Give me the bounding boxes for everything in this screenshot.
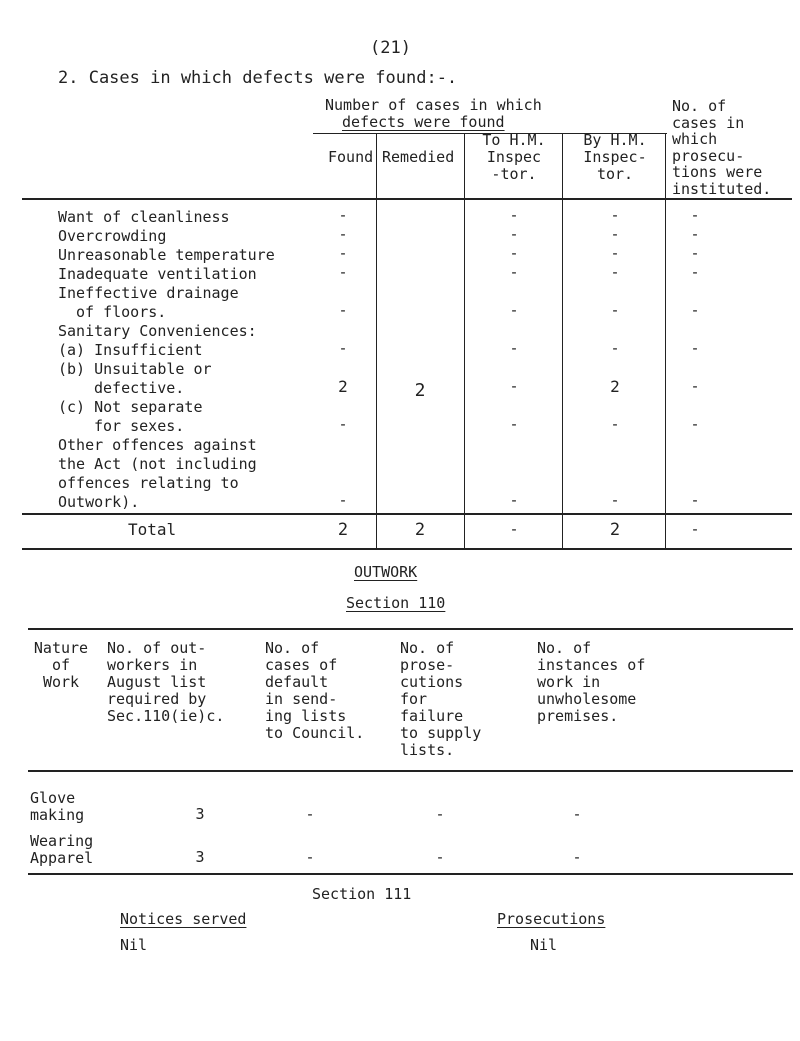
row-label-cleanliness: Want of cleanliness <box>58 208 230 226</box>
total-found: 2 <box>337 520 349 540</box>
cell-found: - <box>338 415 348 433</box>
notices-served-value: Nil <box>120 936 148 954</box>
col-by-hm-header: By H.M. Inspec- tor. <box>583 131 647 183</box>
cell-found: - <box>338 206 348 224</box>
cell-to-hm: - <box>509 263 519 281</box>
cell-found: - <box>338 301 348 319</box>
total-by-hm: 2 <box>609 520 621 540</box>
row-label-sanitary: Sanitary Conveniences: <box>58 322 257 340</box>
group-header-line1: Number of cases in which <box>325 96 542 114</box>
row-label-temperature: Unreasonable temperature <box>58 246 275 264</box>
cell-by-hm: - <box>610 206 620 224</box>
col-to-hm-header: To H.M. Inspec -tor. <box>482 131 546 183</box>
row-label-drainage: Ineffective drainage <box>58 284 239 302</box>
row-label-not-separate: (c) Not separate <box>58 398 203 416</box>
outwork-header-unwholesome: No. of instances of work in unwholesome premises. <box>537 639 646 725</box>
cell-prosecutions: - <box>690 263 700 281</box>
cell-by-hm: - <box>610 244 620 262</box>
cell-found: - <box>338 244 348 262</box>
row-label-insufficient: (a) Insufficient <box>58 341 203 359</box>
cell-to-hm: - <box>509 244 519 262</box>
row-label-ventilation: Inadequate ventilation <box>58 265 257 283</box>
cell-prosecutions: - <box>690 339 700 357</box>
row-label-overcrowding: Overcrowding <box>58 227 167 245</box>
cell-found: - <box>338 263 348 281</box>
cell-to-hm: - <box>509 491 519 509</box>
cell-by-hm: - <box>610 225 620 243</box>
col-remedied-header: Remedied <box>382 148 455 166</box>
cell-by-hm: - <box>610 301 620 319</box>
section-111-title: Section 111 <box>312 885 412 903</box>
cell-found: - <box>338 491 348 509</box>
row-labels: Want of cleanliness Overcrowding Unreasonable temperature Inadequate ventilation Ineffective drainage of floors. Sanitary Conveniences: (a) Insufficient (b) Unsuitable or defective. (c) Not separate for sexes. Other offences against the Act (not including offences relating to Outwork). <box>58 208 275 511</box>
cell-by-hm: - <box>610 491 620 509</box>
cell-prosecutions: - <box>690 491 700 509</box>
cell-prosecutions: - <box>690 301 700 319</box>
cell-found: 2 <box>338 377 348 396</box>
group-header-line2: defects were found <box>342 113 505 131</box>
cell-to-hm: - <box>509 339 519 357</box>
cell-by-hm: - <box>610 339 620 357</box>
page-number: (21) <box>370 38 411 58</box>
prosecutions-header: No. of cases in which prosecu- tions were instituted. <box>672 97 772 198</box>
total-to-hm: - <box>509 520 519 538</box>
cell-prosecutions: - <box>690 244 700 262</box>
outwork-header-outworkers: No. of out- workers in August list required by Sec.110(ie)c. <box>107 639 225 725</box>
cell-prosecutions: - <box>690 206 700 224</box>
cell-prosecutions: - <box>690 225 700 243</box>
cell-to-hm: - <box>509 301 519 319</box>
cell-by-hm: - <box>610 263 620 281</box>
cell-to-hm: - <box>509 415 519 433</box>
outwork-header-nature: Nature of Work <box>33 639 89 691</box>
outwork-header-prosecutions: No. of prose- cutions for failure to supply lists. <box>400 639 482 759</box>
row-label-unsuitable: (b) Unsuitable or <box>58 360 212 378</box>
outwork-header-default: No. of cases of default in send- ing lists to Council. <box>265 639 365 742</box>
notices-served-label: Notices served <box>120 910 247 928</box>
col-found-header: Found <box>328 148 374 166</box>
page-heading: 2. Cases in which defects were found:-. <box>58 68 458 88</box>
outwork-title: OUTWORK <box>354 563 418 581</box>
total-label: Total <box>128 520 177 539</box>
total-remedied: 2 <box>414 520 426 540</box>
cell-by-hm: 2 <box>610 377 620 396</box>
cell-found: - <box>338 225 348 243</box>
cell-prosecutions: - <box>690 377 700 395</box>
prosecutions-label: Prosecutions <box>497 910 606 928</box>
outwork-section-label: Section 110 <box>346 594 446 612</box>
total-prosecutions: - <box>690 520 700 538</box>
cell-prosecutions: - <box>690 415 700 433</box>
cell-to-hm: - <box>509 225 519 243</box>
cell-remedied: 2 <box>414 380 426 401</box>
cell-to-hm: - <box>509 377 519 395</box>
prosecutions-value: Nil <box>530 936 558 954</box>
cell-found: - <box>338 339 348 357</box>
cell-by-hm: - <box>610 415 620 433</box>
row-label-other: Other offences against <box>58 436 257 454</box>
cell-to-hm: - <box>509 206 519 224</box>
